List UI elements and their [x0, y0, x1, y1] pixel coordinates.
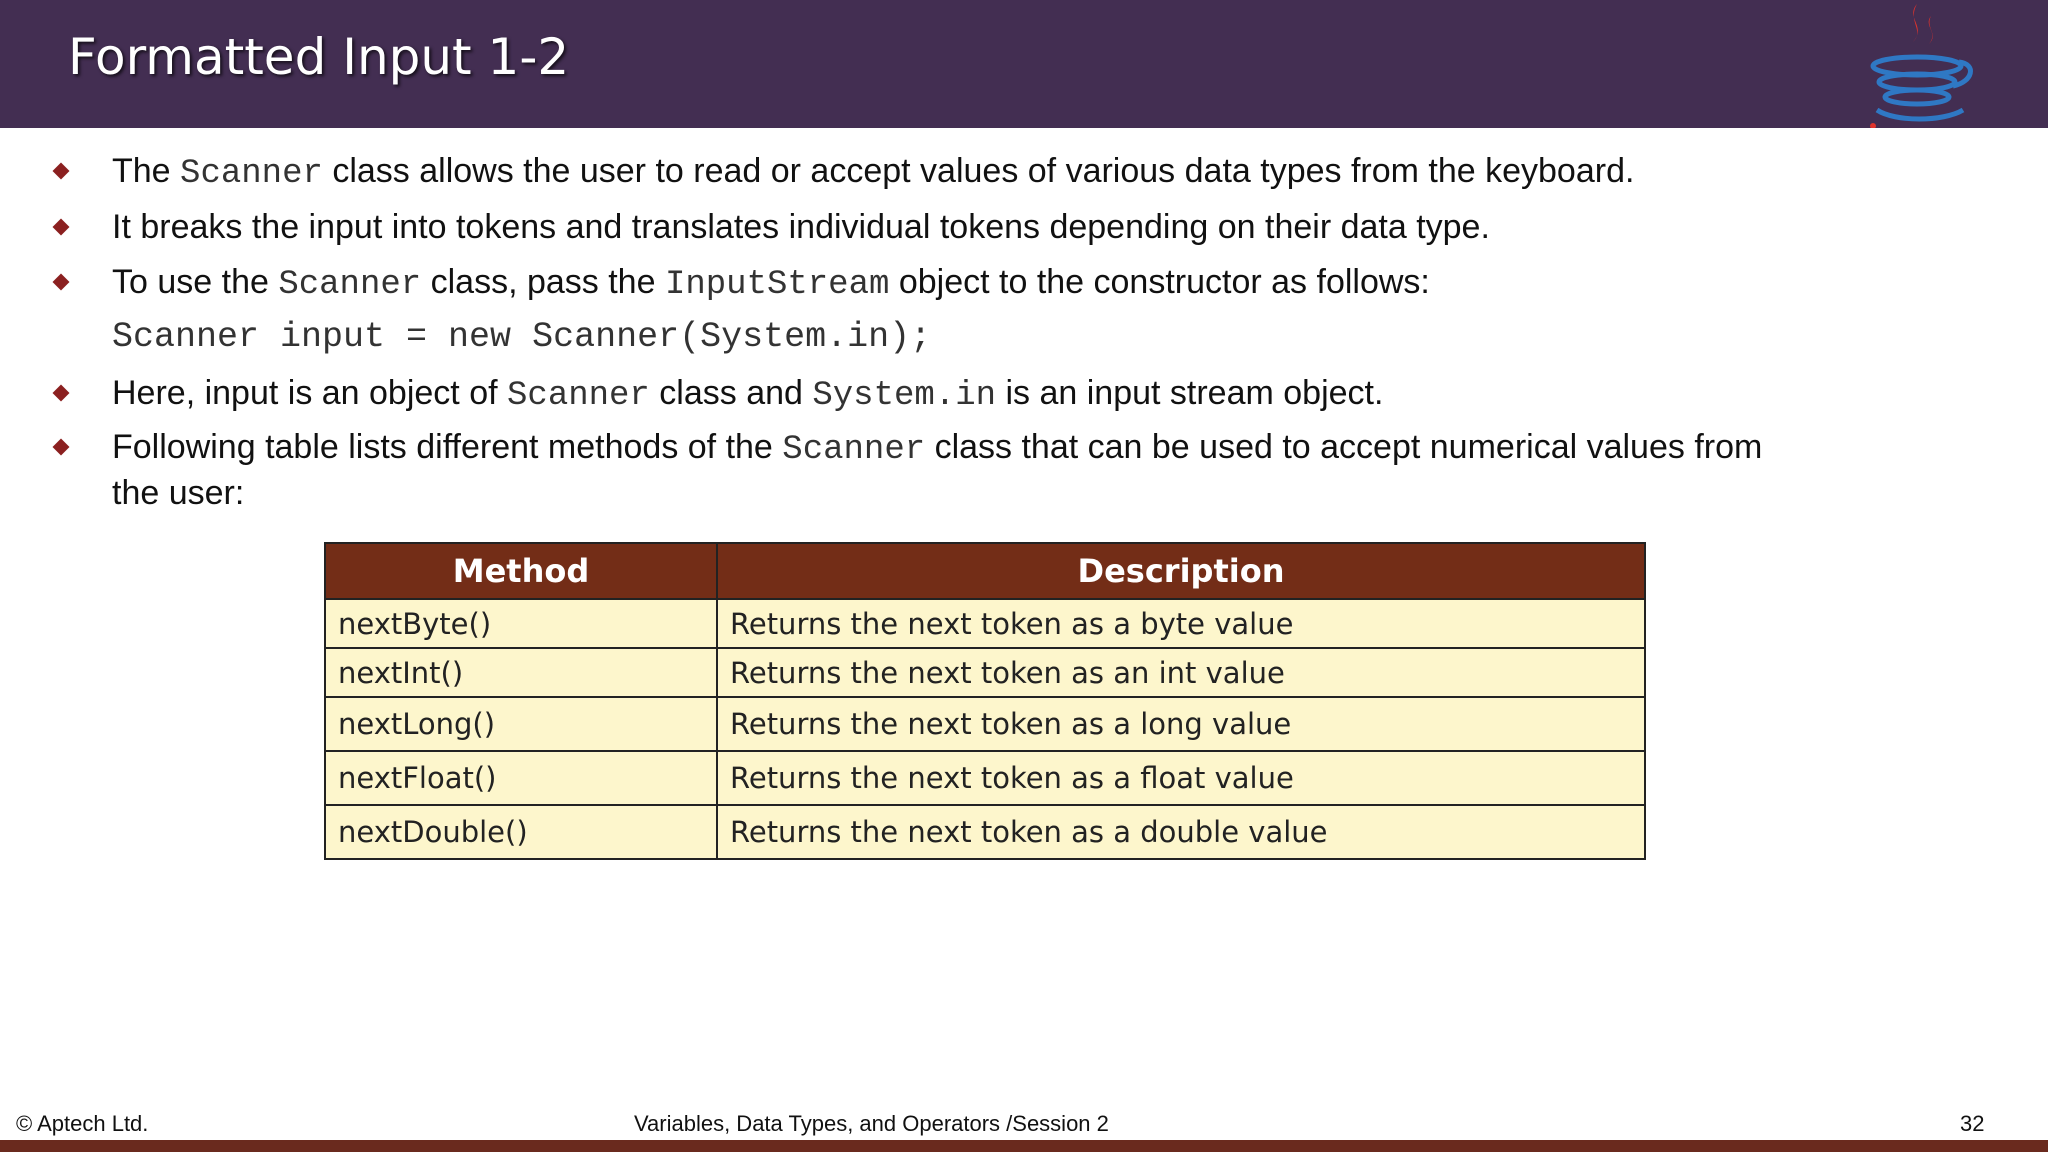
slide-header [0, 0, 2048, 128]
table-cell-method: nextInt() [325, 648, 717, 697]
bullet-text-segment: Here, input is an object of [112, 374, 508, 412]
bullet-text [112, 370, 1383, 419]
table-cell-description: Returns the next token as a float value [717, 751, 1645, 805]
bullet-text-segment: class that can be used to accept numerical values from [925, 428, 1763, 466]
bullet-text-segment: To use the [112, 263, 279, 301]
bullet-diamond-icon [53, 219, 70, 236]
slide-title: Formatted Input 1-2 [68, 28, 570, 86]
bullet-text [112, 204, 1490, 250]
inline-code: System.in [812, 377, 997, 415]
table-cell-method: nextFloat() [325, 751, 717, 805]
bullet-diamond-icon [53, 385, 70, 402]
inline-code: Scanner [180, 155, 323, 193]
table-cell-description: Returns the next token as an int value [717, 648, 1645, 697]
inline-code: InputStream [664, 266, 890, 304]
bullet-text [112, 424, 1762, 473]
footer-bar [0, 1140, 2048, 1152]
inline-code: Scanner [782, 431, 926, 469]
bullet-text-segment: is an input stream object. [996, 374, 1384, 412]
table-row [325, 599, 1645, 648]
bullet-continuation: the user: [112, 474, 245, 512]
bullet-text-segment: It breaks the input into tokens and translates individual tokens depending on their data type. [112, 208, 1490, 246]
table-cell-description: Returns the next token as a long value [717, 697, 1645, 751]
bullet-text-segment: The [112, 152, 181, 190]
table-cell-method: nextDouble() [325, 805, 717, 859]
java-coffee-cup-icon [1855, 0, 1985, 128]
bullet-text-segment: class, pass the [421, 263, 665, 301]
table-row [325, 751, 1645, 805]
table-cell-method: nextByte() [325, 599, 717, 648]
table-header-method: Method [325, 543, 717, 599]
table-row [325, 805, 1645, 859]
table-row [325, 697, 1645, 751]
table-header-row [325, 543, 1645, 599]
code-example: Scanner input = new Scanner(System.in); [112, 317, 932, 357]
bullet-text-segment: object to the constructor as follows: [889, 263, 1430, 301]
inline-code: Scanner [278, 266, 422, 304]
bullet-text-segment: Following table lists different methods of the [112, 428, 783, 466]
bullet-text-segment: class allows the user to read or accept values of various data types from the keyboard. [322, 152, 1635, 190]
bullet-diamond-icon [53, 439, 70, 456]
bullet-text [112, 148, 1634, 197]
footer-course-title: Variables, Data Types, and Operators /Session 2 [634, 1111, 1109, 1136]
bullet-text [112, 259, 1430, 308]
table-header-description: Description [717, 543, 1645, 599]
table-cell-description: Returns the next token as a double value [717, 805, 1645, 859]
footer-copyright: © Aptech Ltd. [16, 1111, 149, 1136]
inline-code: Scanner [507, 377, 650, 415]
page-number: 32 [1960, 1111, 1985, 1136]
bullet-diamond-icon [53, 163, 70, 180]
bullet-diamond-icon [53, 274, 70, 291]
bullet-text-segment: class and [649, 374, 813, 412]
table-cell-method: nextLong() [325, 697, 717, 751]
table-row [325, 648, 1645, 697]
scanner-methods-table [324, 542, 1646, 860]
table-cell-description: Returns the next token as a byte value [717, 599, 1645, 648]
